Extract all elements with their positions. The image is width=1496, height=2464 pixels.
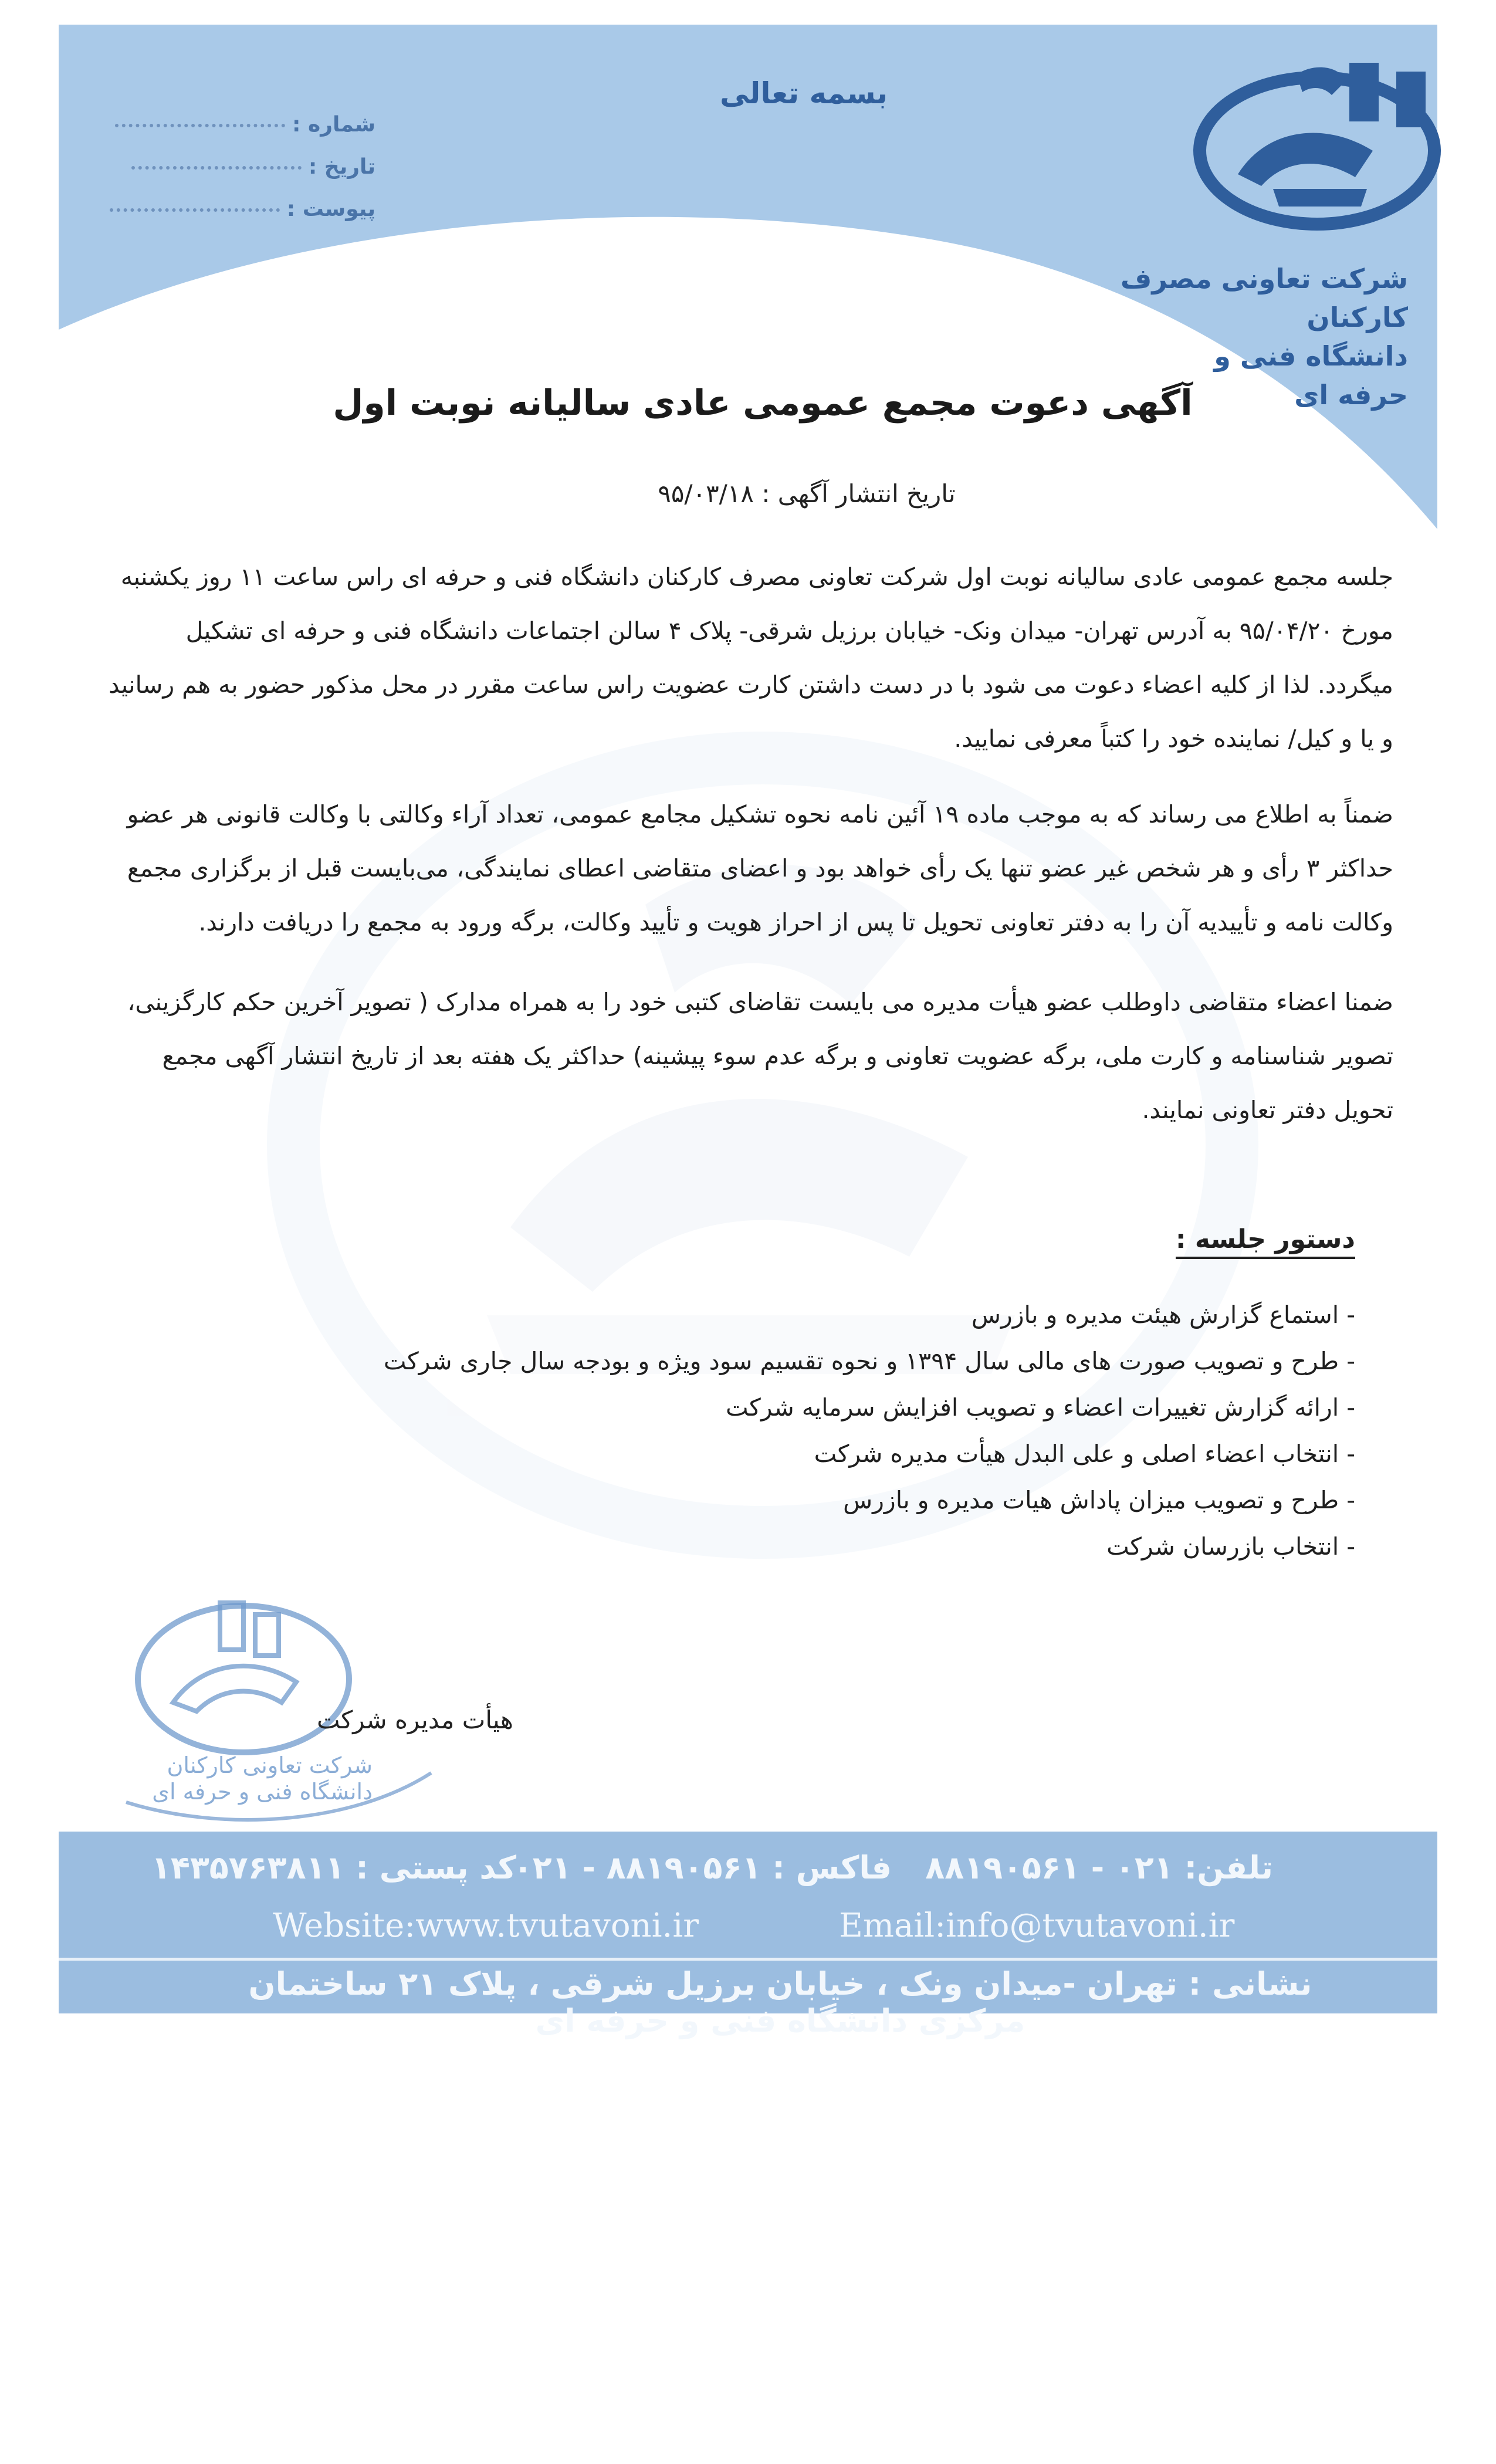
publication-date: تاریخ انتشار آگهی : ۹۵/۰۳/۱۸ — [658, 479, 956, 508]
paragraph-line: میگردد. لذا از کلیه اعضاء دعوت می شود با در دست داشتن کارت عضویت راس ساعت مقرر در محل مذکور حضور به هم رسانید — [109, 671, 1393, 699]
footer-address: نشانی : تهران -میدان ونک ، خیابان برزیل شرقی ، پلاک ۲۱ ساختمان مرکزی دانشگاه فنی و حرفه ای — [248, 1965, 1312, 2039]
paragraph-line: و یا و کیل/ نماینده خود را کتباً معرفی نمایید. — [954, 725, 1393, 753]
footer-website: Website:www.tvutavoni.ir — [273, 1907, 699, 1945]
agenda-title: دستور جلسه : — [1176, 1224, 1355, 1259]
cooperative-handshake-logo-icon — [1173, 39, 1467, 239]
paragraph-line: مورخ ۹۵/۰۴/۲۰ به آدرس تهران- میدان ونک- خیابان برزیل شرقی- پلاک ۴ سالن اجتماعات دانشگاه فنی و حرفه ای تشکیل — [185, 617, 1393, 645]
stamp-text-line: دانشگاه فنی و حرفه ای — [152, 1779, 373, 1805]
company-name-line: دانشگاه فنی و — [1214, 340, 1408, 372]
footer-email: Email:info@tvutavoni.ir — [839, 1907, 1235, 1945]
company-name-line: شرکت تعاونی مصرف کارکنان — [1120, 263, 1408, 333]
agenda-item: - استماع گزارش هیئت مدیره و بازرس — [971, 1301, 1355, 1329]
letter-number-label: شماره : — [292, 113, 375, 137]
paragraph-line: جلسه مجمع عمومی عادی سالیانه نوبت اول شرکت تعاونی مصرف کارکنان دانشگاه فنی و حرفه ای راس ساعت ۱۱ روز یکشنبه — [120, 563, 1393, 591]
agenda-list — [299, 1292, 1355, 1570]
paragraph-line: وکالت نامه و تأییدیه آن را به دفتر تعاونی تحویل تا پس از احراز هویت و تأیید وکالت، برگه ورود به مجمع را دریافت دارند. — [198, 908, 1393, 936]
basmala-heading: بسمه تعالی — [719, 76, 888, 110]
paragraph-line: حداکثر ۳ رأی و هر شخص غیر عضو تنها یک رأی خواهد بود و اعضای متقاضی اعطای نمایندگی، می‌بایست قبل از برگزاری مجمع — [127, 854, 1393, 882]
paragraph-1 — [97, 550, 1393, 766]
stamp-text-line: شرکت تعاونی کارکنان — [167, 1752, 373, 1778]
paragraph-line: ضمنا اعضاء متقاضی داوطلب عضو هیأت مدیره می بایست تقاضای کتبی خود را به همراه مدارک ( تصویر آخرین حکم کارگزینی، — [127, 988, 1393, 1016]
agenda-item: - طرح و تصویب صورت های مالی سال ۱۳۹۴ و نحوه تقسیم سود ویژه و بودجه سال جاری شرکت — [383, 1347, 1355, 1375]
footer-fax: فاکس : ۸۸۱۹۰۵۶۱ - ۰۲۱ — [513, 1849, 892, 1886]
letterhead-footer — [59, 1832, 1437, 2039]
footer-divider — [59, 1958, 1437, 1961]
footer-postal-code: کد پستی : ۱۴۳۵۷۶۳۸۱۱ — [151, 1849, 516, 1886]
agenda-item: - انتخاب اعضاء اصلی و علی البدل هیأت مدیره شرکت — [814, 1440, 1355, 1468]
paragraph-2 — [97, 787, 1393, 949]
letter-attachment-field — [94, 197, 375, 221]
paragraph-3 — [97, 975, 1393, 1137]
document-title: آگهی دعوت مجمع عمومی عادی سالیانه نوبت اول — [333, 383, 1193, 424]
letterhead-sheet — [59, 25, 1437, 2039]
signer-name: هیأت مدیره شرکت — [317, 1705, 513, 1734]
agenda-item: - انتخاب بازرسان شرکت — [1106, 1532, 1355, 1561]
letter-attachment-label: پیوست : — [286, 197, 375, 221]
paragraph-line: ضمناً به اطلاع می رساند که به موجب ماده ۱۹ آئین نامه نحوه تشکیل مجامع عمومی، تعداد آراء وکالتی با وکالت قانونی هر عضو — [127, 800, 1393, 828]
paragraph-line: تحویل دفتر تعاونی نمایند. — [1142, 1096, 1393, 1124]
footer-contact-row — [59, 1849, 1437, 1896]
agenda-item: - ارائه گزارش تغییرات اعضاء و تصویب افزایش سرمایه شرکت — [725, 1393, 1355, 1421]
company-name-line: حرفه ای — [1294, 379, 1408, 411]
letter-date-label: تاریخ : — [308, 155, 375, 179]
letter-date-field — [94, 155, 375, 179]
letter-number-field — [94, 113, 375, 137]
paragraph-line: تصویر شناسنامه و کارت ملی، برگه عضویت تعاونی و برگه عدم سوء پیشینه) حداکثر یک هفته بعد از تاریخ انتشار آگهی مجمع — [162, 1042, 1393, 1070]
footer-phone: تلفن: ۰۲۱ - ۸۸۱۹۰۵۶۱ — [925, 1849, 1273, 1886]
agenda-item: - طرح و تصویب میزان پاداش هیات مدیره و بازرس — [843, 1486, 1355, 1514]
